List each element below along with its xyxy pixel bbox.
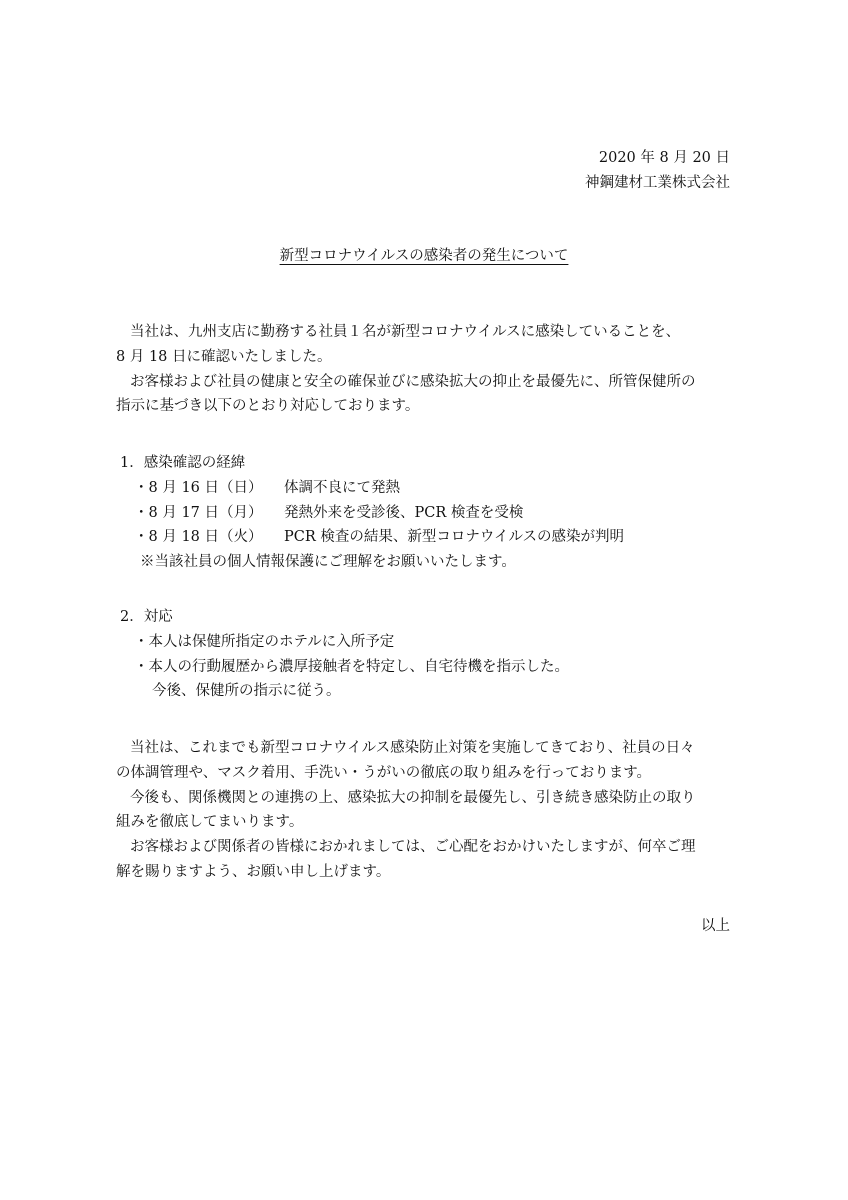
timeline-item [116, 501, 736, 526]
document-title [0, 244, 848, 268]
response-item-1: ・本人は保健所指定のホテルに入所予定 [134, 633, 395, 650]
privacy-note: ※当該社員の個人情報保護にご理解をお願いいたします。 [140, 554, 516, 571]
timeline-text: 体調不良にて発熱 [284, 479, 400, 496]
timeline-item [116, 476, 736, 501]
response-item-2: ・本人の行動履歴から濃厚接触者を特定し、自宅待機を指示した。 [134, 658, 569, 675]
timeline-date: ・8 月 17 日（月） [134, 504, 263, 521]
intro-paragraph-2-line-1: お客様および社員の健康と安全の確保並びに感染拡大の抑止を最優先に、所管保健所の [130, 373, 696, 390]
end-mark: 以上 [701, 918, 730, 934]
closing-paragraph-2-line-2: 組みを徹底してまいります。 [116, 814, 304, 831]
closing-paragraph-1-line-1: 当社は、これまでも新型コロナウイルス感染防止対策を実施してきており、社員の日々 [130, 740, 695, 756]
document-title-text: 新型コロナウイルスの感染者の発生について [279, 248, 569, 264]
intro-section [116, 320, 736, 419]
timeline-item [116, 525, 736, 550]
intro-paragraph-1-line-2: 8 月 18 日に確認いたしました。 [116, 348, 332, 365]
intro-paragraph-2-line-2: 指示に基づき以下のとおり対応しております。 [116, 398, 420, 415]
closing-paragraph-3-line-2: 解を賜りますよう、お願い申し上げます。 [116, 863, 391, 880]
closing-paragraph-1-line-2: の体調管理や、マスク着用、手洗い・うがいの徹底の取り組みを行っております。 [116, 764, 652, 781]
closing-paragraph-2-line-1: 今後も、関係機関との連携の上、感染拡大の抑制を最優先し、引き続き感染防止の取り [130, 789, 696, 806]
timeline-date: ・8 月 16 日（日） [134, 479, 263, 496]
section-1-heading: 1．感染確認の経緯 [120, 455, 246, 471]
intro-paragraph-1-line-1: 当社は、九州支店に勤務する社員１名が新型コロナウイルスに感染していることを、 [130, 324, 681, 340]
section-2 [116, 605, 736, 704]
section-1 [116, 451, 736, 575]
company-name: 神鋼建材工業株式会社 [585, 175, 730, 191]
document-date: 2020 年 8 月 20 日 [598, 150, 730, 166]
timeline-text: PCR 検査の結果、新型コロナウイルスの感染が判明 [284, 529, 625, 546]
closing-paragraph-3-line-1: お客様および関係者の皆様におかれましては、ご心配をおかけいたしますが、何卒ご理 [130, 839, 696, 856]
closing-section [116, 736, 736, 885]
section-2-heading: 2．対応 [120, 609, 173, 625]
timeline-date: ・8 月 18 日（火） [134, 529, 263, 546]
timeline-text: 発熱外来を受診後、PCR 検査を受検 [284, 504, 524, 521]
response-item-2-continuation: 今後、保健所の指示に従う。 [152, 683, 341, 700]
